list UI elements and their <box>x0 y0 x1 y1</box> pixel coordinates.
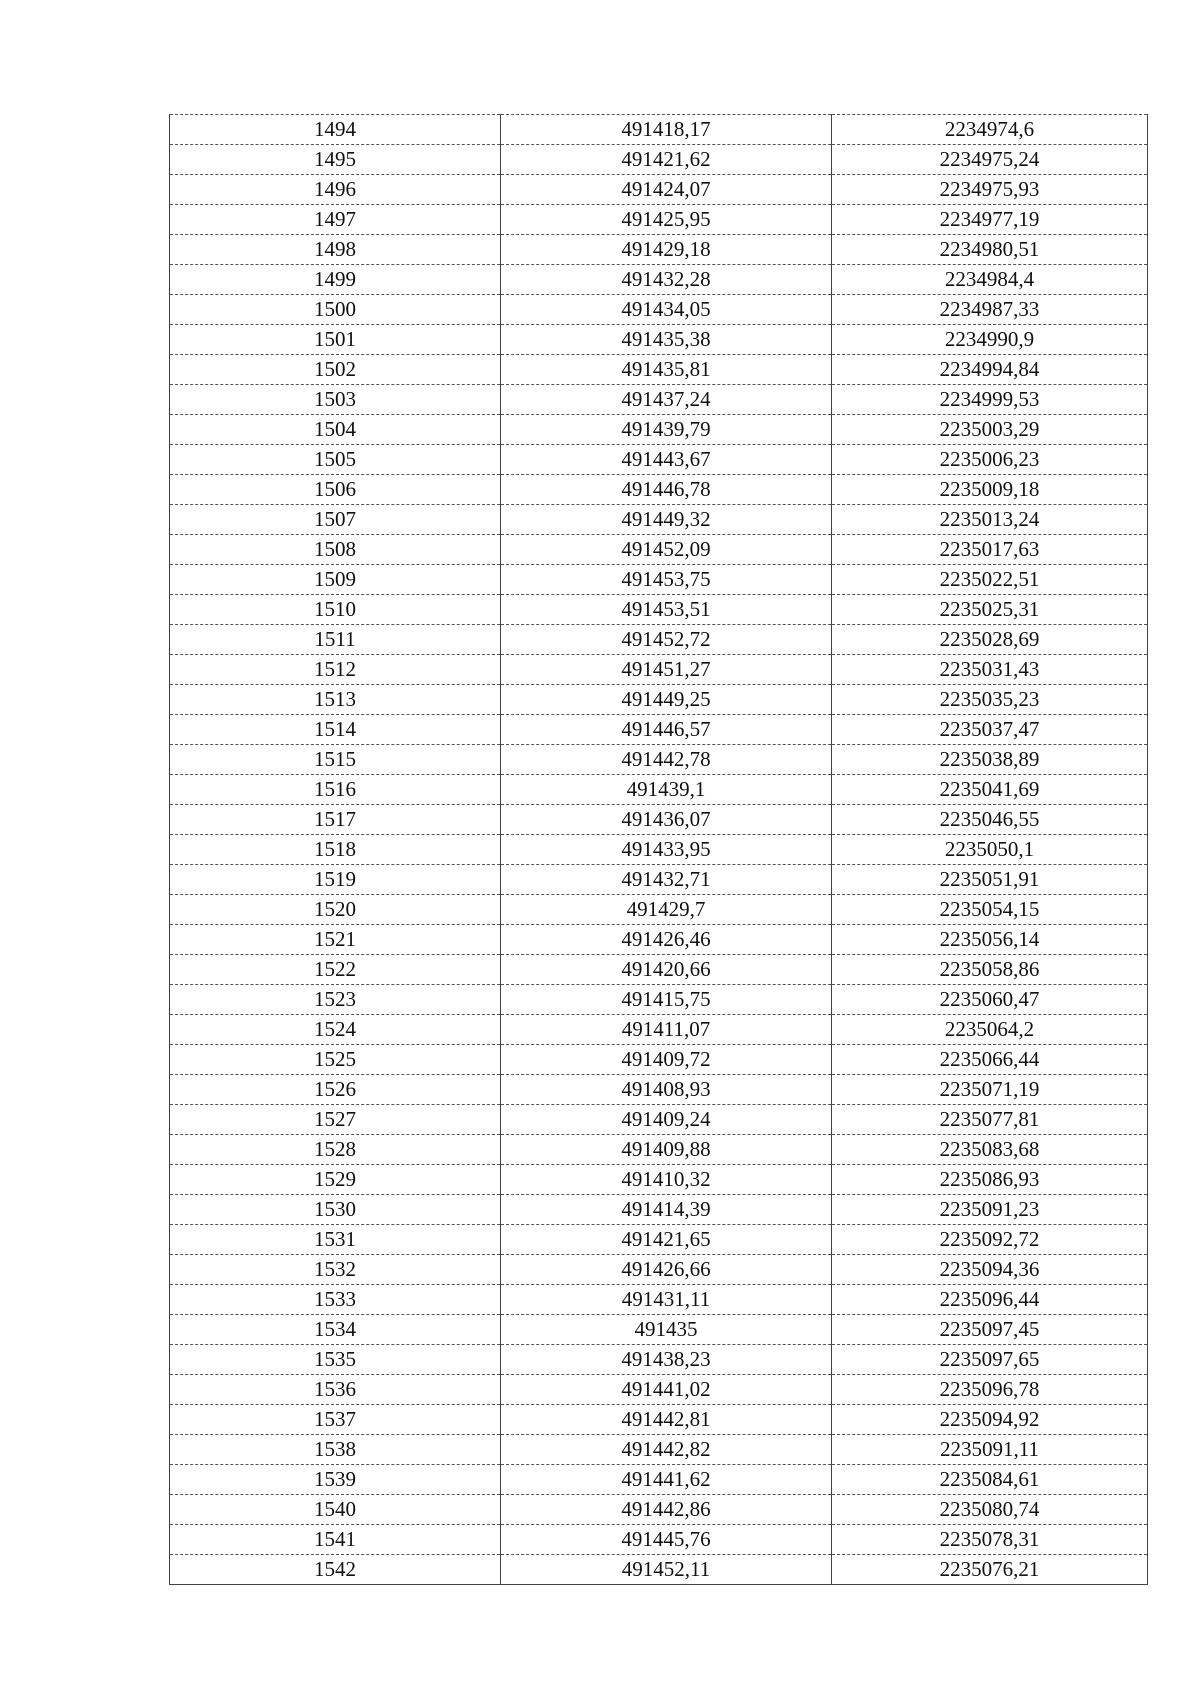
x-coordinate-cell: 491414,39 <box>501 1195 832 1225</box>
table-row <box>170 1285 1148 1315</box>
y-coordinate-cell: 2235035,23 <box>832 685 1148 715</box>
x-coordinate-cell: 491408,93 <box>501 1075 832 1105</box>
point-number-cell: 1511 <box>170 625 501 655</box>
y-coordinate-cell: 2235064,2 <box>832 1015 1148 1045</box>
point-number-cell: 1539 <box>170 1465 501 1495</box>
point-number-cell: 1533 <box>170 1285 501 1315</box>
point-number-cell: 1521 <box>170 925 501 955</box>
point-number-cell: 1537 <box>170 1405 501 1435</box>
table-row <box>170 745 1148 775</box>
x-coordinate-cell: 491452,11 <box>501 1555 832 1585</box>
y-coordinate-cell: 2235086,93 <box>832 1165 1148 1195</box>
x-coordinate-cell: 491429,7 <box>501 895 832 925</box>
table-row <box>170 625 1148 655</box>
y-coordinate-cell: 2234999,53 <box>832 385 1148 415</box>
y-coordinate-cell: 2235031,43 <box>832 655 1148 685</box>
point-number-cell: 1500 <box>170 295 501 325</box>
table-row <box>170 1075 1148 1105</box>
y-coordinate-cell: 2235022,51 <box>832 565 1148 595</box>
table-row <box>170 1465 1148 1495</box>
x-coordinate-cell: 491443,67 <box>501 445 832 475</box>
table-row <box>170 1165 1148 1195</box>
point-number-cell: 1502 <box>170 355 501 385</box>
y-coordinate-cell: 2234994,84 <box>832 355 1148 385</box>
x-coordinate-cell: 491446,57 <box>501 715 832 745</box>
table-row <box>170 415 1148 445</box>
y-coordinate-cell: 2234975,24 <box>832 145 1148 175</box>
table-row <box>170 1435 1148 1465</box>
x-coordinate-cell: 491453,51 <box>501 595 832 625</box>
y-coordinate-cell: 2235084,61 <box>832 1465 1148 1495</box>
point-number-cell: 1532 <box>170 1255 501 1285</box>
table-row <box>170 535 1148 565</box>
y-coordinate-cell: 2235037,47 <box>832 715 1148 745</box>
table-row <box>170 1525 1148 1555</box>
y-coordinate-cell: 2235028,69 <box>832 625 1148 655</box>
table-row <box>170 595 1148 625</box>
point-number-cell: 1499 <box>170 265 501 295</box>
y-coordinate-cell: 2235071,19 <box>832 1075 1148 1105</box>
x-coordinate-cell: 491409,88 <box>501 1135 832 1165</box>
x-coordinate-cell: 491421,65 <box>501 1225 832 1255</box>
x-coordinate-cell: 491429,18 <box>501 235 832 265</box>
x-coordinate-cell: 491410,32 <box>501 1165 832 1195</box>
point-number-cell: 1529 <box>170 1165 501 1195</box>
x-coordinate-cell: 491418,17 <box>501 115 832 145</box>
point-number-cell: 1497 <box>170 205 501 235</box>
y-coordinate-cell: 2235092,72 <box>832 1225 1148 1255</box>
y-coordinate-cell: 2235051,91 <box>832 865 1148 895</box>
point-number-cell: 1528 <box>170 1135 501 1165</box>
point-number-cell: 1542 <box>170 1555 501 1585</box>
table-row <box>170 355 1148 385</box>
x-coordinate-cell: 491426,46 <box>501 925 832 955</box>
point-number-cell: 1540 <box>170 1495 501 1525</box>
table-row <box>170 715 1148 745</box>
x-coordinate-cell: 491449,25 <box>501 685 832 715</box>
table-row <box>170 565 1148 595</box>
y-coordinate-cell: 2234980,51 <box>832 235 1148 265</box>
x-coordinate-cell: 491435,38 <box>501 325 832 355</box>
point-number-cell: 1520 <box>170 895 501 925</box>
x-coordinate-cell: 491439,79 <box>501 415 832 445</box>
point-number-cell: 1534 <box>170 1315 501 1345</box>
y-coordinate-cell: 2235066,44 <box>832 1045 1148 1075</box>
y-coordinate-cell: 2235009,18 <box>832 475 1148 505</box>
table-row <box>170 865 1148 895</box>
y-coordinate-cell: 2234974,6 <box>832 115 1148 145</box>
table-row <box>170 835 1148 865</box>
point-number-cell: 1515 <box>170 745 501 775</box>
y-coordinate-cell: 2235006,23 <box>832 445 1148 475</box>
x-coordinate-cell: 491421,62 <box>501 145 832 175</box>
x-coordinate-cell: 491436,07 <box>501 805 832 835</box>
x-coordinate-cell: 491420,66 <box>501 955 832 985</box>
point-number-cell: 1508 <box>170 535 501 565</box>
point-number-cell: 1510 <box>170 595 501 625</box>
table-row <box>170 475 1148 505</box>
point-number-cell: 1531 <box>170 1225 501 1255</box>
table-row <box>170 955 1148 985</box>
table-row <box>170 775 1148 805</box>
y-coordinate-cell: 2235038,89 <box>832 745 1148 775</box>
y-coordinate-cell: 2235080,74 <box>832 1495 1148 1525</box>
point-number-cell: 1512 <box>170 655 501 685</box>
table-row <box>170 1255 1148 1285</box>
point-number-cell: 1530 <box>170 1195 501 1225</box>
y-coordinate-cell: 2235094,92 <box>832 1405 1148 1435</box>
point-number-cell: 1516 <box>170 775 501 805</box>
y-coordinate-cell: 2235078,31 <box>832 1525 1148 1555</box>
point-number-cell: 1517 <box>170 805 501 835</box>
table-row <box>170 445 1148 475</box>
x-coordinate-cell: 491445,76 <box>501 1525 832 1555</box>
point-number-cell: 1496 <box>170 175 501 205</box>
y-coordinate-cell: 2235097,65 <box>832 1345 1148 1375</box>
point-number-cell: 1513 <box>170 685 501 715</box>
table-row <box>170 385 1148 415</box>
point-number-cell: 1494 <box>170 115 501 145</box>
y-coordinate-cell: 2235003,29 <box>832 415 1148 445</box>
point-number-cell: 1541 <box>170 1525 501 1555</box>
y-coordinate-cell: 2235097,45 <box>832 1315 1148 1345</box>
x-coordinate-cell: 491409,24 <box>501 1105 832 1135</box>
x-coordinate-cell: 491441,02 <box>501 1375 832 1405</box>
table-row <box>170 1045 1148 1075</box>
y-coordinate-cell: 2235025,31 <box>832 595 1148 625</box>
table-row <box>170 325 1148 355</box>
point-number-cell: 1506 <box>170 475 501 505</box>
coordinates-table-body <box>170 115 1148 1585</box>
table-row <box>170 235 1148 265</box>
y-coordinate-cell: 2235060,47 <box>832 985 1148 1015</box>
table-row <box>170 175 1148 205</box>
point-number-cell: 1518 <box>170 835 501 865</box>
table-row <box>170 1105 1148 1135</box>
y-coordinate-cell: 2235096,44 <box>832 1285 1148 1315</box>
x-coordinate-cell: 491435 <box>501 1315 832 1345</box>
x-coordinate-cell: 491437,24 <box>501 385 832 415</box>
point-number-cell: 1514 <box>170 715 501 745</box>
y-coordinate-cell: 2235091,23 <box>832 1195 1148 1225</box>
x-coordinate-cell: 491452,72 <box>501 625 832 655</box>
point-number-cell: 1505 <box>170 445 501 475</box>
table-row <box>170 1555 1148 1585</box>
point-number-cell: 1498 <box>170 235 501 265</box>
point-number-cell: 1523 <box>170 985 501 1015</box>
x-coordinate-cell: 491442,81 <box>501 1405 832 1435</box>
y-coordinate-cell: 2235058,86 <box>832 955 1148 985</box>
x-coordinate-cell: 491409,72 <box>501 1045 832 1075</box>
table-row <box>170 1135 1148 1165</box>
table-row <box>170 655 1148 685</box>
x-coordinate-cell: 491432,28 <box>501 265 832 295</box>
point-number-cell: 1507 <box>170 505 501 535</box>
point-number-cell: 1503 <box>170 385 501 415</box>
point-number-cell: 1526 <box>170 1075 501 1105</box>
table-row <box>170 1345 1148 1375</box>
x-coordinate-cell: 491432,71 <box>501 865 832 895</box>
y-coordinate-cell: 2235054,15 <box>832 895 1148 925</box>
x-coordinate-cell: 491441,62 <box>501 1465 832 1495</box>
point-number-cell: 1535 <box>170 1345 501 1375</box>
table-row <box>170 805 1148 835</box>
point-number-cell: 1509 <box>170 565 501 595</box>
table-row <box>170 145 1148 175</box>
x-coordinate-cell: 491433,95 <box>501 835 832 865</box>
x-coordinate-cell: 491453,75 <box>501 565 832 595</box>
y-coordinate-cell: 2235050,1 <box>832 835 1148 865</box>
y-coordinate-cell: 2235056,14 <box>832 925 1148 955</box>
x-coordinate-cell: 491424,07 <box>501 175 832 205</box>
x-coordinate-cell: 491431,11 <box>501 1285 832 1315</box>
y-coordinate-cell: 2235083,68 <box>832 1135 1148 1165</box>
x-coordinate-cell: 491446,78 <box>501 475 832 505</box>
table-row <box>170 1315 1148 1345</box>
table-row <box>170 265 1148 295</box>
point-number-cell: 1522 <box>170 955 501 985</box>
x-coordinate-cell: 491434,05 <box>501 295 832 325</box>
table-row <box>170 1495 1148 1525</box>
x-coordinate-cell: 491452,09 <box>501 535 832 565</box>
table-row <box>170 505 1148 535</box>
y-coordinate-cell: 2234990,9 <box>832 325 1148 355</box>
x-coordinate-cell: 491442,82 <box>501 1435 832 1465</box>
table-row <box>170 115 1148 145</box>
point-number-cell: 1536 <box>170 1375 501 1405</box>
y-coordinate-cell: 2235046,55 <box>832 805 1148 835</box>
point-number-cell: 1495 <box>170 145 501 175</box>
table-row <box>170 685 1148 715</box>
table-row <box>170 1195 1148 1225</box>
point-number-cell: 1504 <box>170 415 501 445</box>
x-coordinate-cell: 491439,1 <box>501 775 832 805</box>
x-coordinate-cell: 491425,95 <box>501 205 832 235</box>
table-row <box>170 295 1148 325</box>
y-coordinate-cell: 2235013,24 <box>832 505 1148 535</box>
point-number-cell: 1524 <box>170 1015 501 1045</box>
x-coordinate-cell: 491449,32 <box>501 505 832 535</box>
point-number-cell: 1501 <box>170 325 501 355</box>
table-row <box>170 1225 1148 1255</box>
y-coordinate-cell: 2234987,33 <box>832 295 1148 325</box>
point-number-cell: 1527 <box>170 1105 501 1135</box>
y-coordinate-cell: 2235017,63 <box>832 535 1148 565</box>
point-number-cell: 1538 <box>170 1435 501 1465</box>
y-coordinate-cell: 2235094,36 <box>832 1255 1148 1285</box>
y-coordinate-cell: 2235091,11 <box>832 1435 1148 1465</box>
x-coordinate-cell: 491442,78 <box>501 745 832 775</box>
table-row <box>170 205 1148 235</box>
y-coordinate-cell: 2234977,19 <box>832 205 1148 235</box>
x-coordinate-cell: 491415,75 <box>501 985 832 1015</box>
x-coordinate-cell: 491435,81 <box>501 355 832 385</box>
y-coordinate-cell: 2235077,81 <box>832 1105 1148 1135</box>
x-coordinate-cell: 491438,23 <box>501 1345 832 1375</box>
point-number-cell: 1525 <box>170 1045 501 1075</box>
table-row <box>170 1375 1148 1405</box>
point-number-cell: 1519 <box>170 865 501 895</box>
table-row <box>170 895 1148 925</box>
y-coordinate-cell: 2234975,93 <box>832 175 1148 205</box>
table-row <box>170 1405 1148 1435</box>
x-coordinate-cell: 491411,07 <box>501 1015 832 1045</box>
x-coordinate-cell: 491442,86 <box>501 1495 832 1525</box>
y-coordinate-cell: 2234984,4 <box>832 265 1148 295</box>
table-row <box>170 985 1148 1015</box>
x-coordinate-cell: 491426,66 <box>501 1255 832 1285</box>
y-coordinate-cell: 2235096,78 <box>832 1375 1148 1405</box>
x-coordinate-cell: 491451,27 <box>501 655 832 685</box>
coordinates-table <box>169 114 1148 1585</box>
table-row <box>170 925 1148 955</box>
y-coordinate-cell: 2235076,21 <box>832 1555 1148 1585</box>
table-row <box>170 1015 1148 1045</box>
y-coordinate-cell: 2235041,69 <box>832 775 1148 805</box>
